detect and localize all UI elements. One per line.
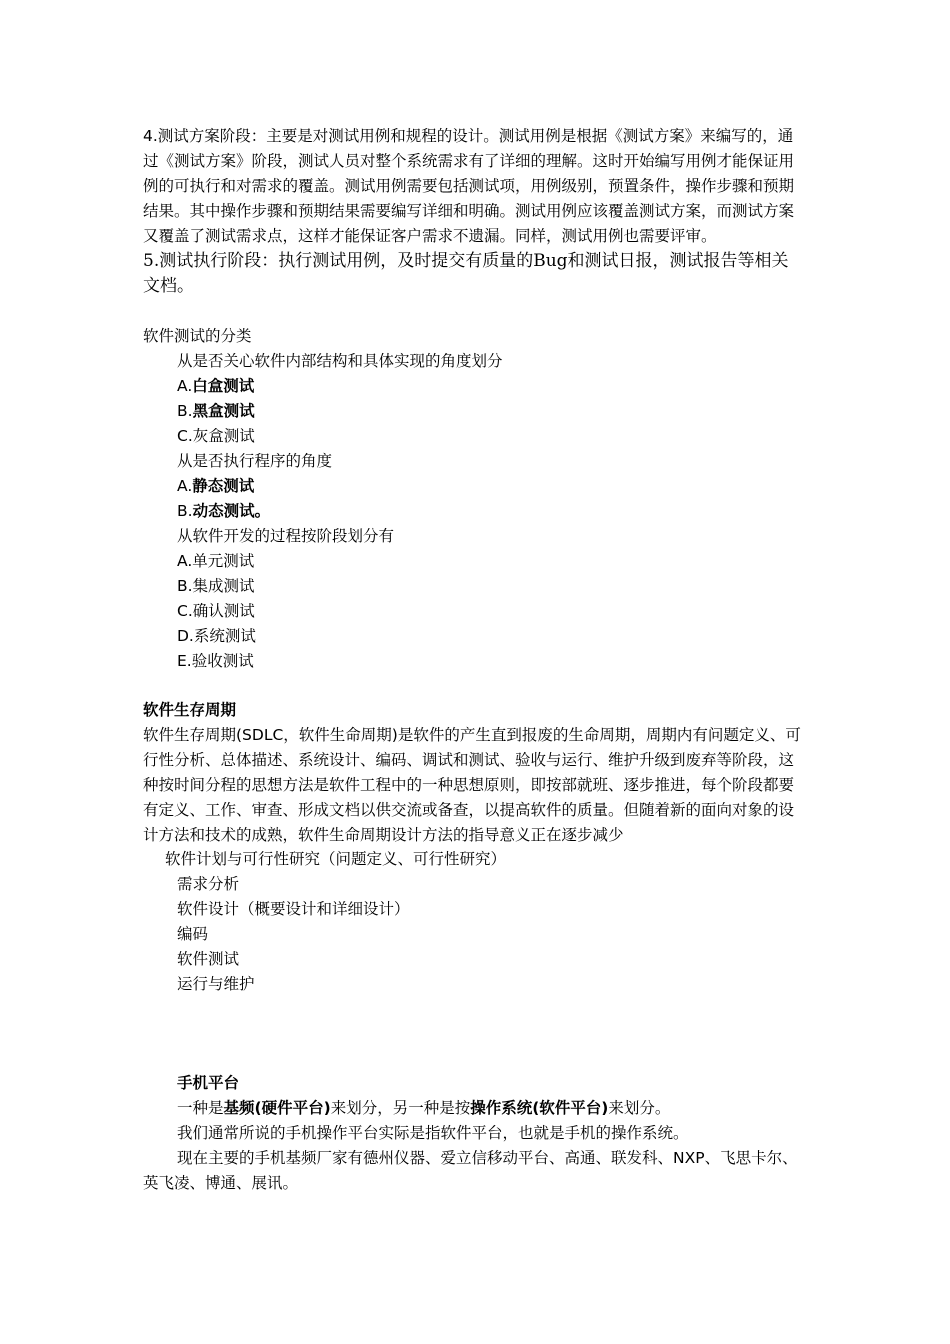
lifecycle-step-3: 软件设计（概要设计和详细设计） xyxy=(177,900,410,918)
lifecycle-step-4: 编码 xyxy=(177,925,209,943)
list-item-blackbox xyxy=(177,399,255,424)
text-run: 一种是 xyxy=(177,1099,224,1117)
list-item-integration: B.集成测试 xyxy=(177,577,255,595)
mobile-line-3: 现在主要的手机基频厂家有德州仪器、爱立信移动平台、高通、联发科、NXP、飞思卡尔、英飞凌、博通、展讯。 xyxy=(143,1149,798,1192)
lifecycle-paragraph: 软件生存周期(SDLC，软件生命周期)是软件的产生直到报废的生命周期，周期内有问题定义、可行性分析、总体描述、系统设计、编码、调试和测试、验收与运行、维护升级到废弃等阶段，这种按时间分程的思想方法是软件工程中的一种思想原则，即按部就班、逐步推进，每个阶段都要有定义、工作、审查、形成文档以供交流或备查，以提高软件的质量。但随着新的面向对象的设计方法和技术的成熟，软件生命周期设计方法的指导意义正在逐步减少 xyxy=(143,726,801,844)
text-run: 来划分。 xyxy=(608,1099,671,1117)
phase4-paragraph: 4.测试方案阶段：主要是对测试用例和规程的设计。测试用例是根据《测试方案》来编写的，通过《测试方案》阶段，测试人员对整个系统需求有了详细的理解。这时开始编写用例才能保证用例的可执行和对需求的覆盖。测试用例需要包括测试项，用例级别，预置条件，操作步骤和预期结果。其中操作步骤和预期结果需要编写详细和明确。测试用例应该覆盖测试方案，而测试方案又覆盖了测试需求点，这样才能保证客户需求不遗漏。同样，测试用例也需要评审。 xyxy=(143,127,795,245)
classification-group3-heading: 从软件开发的过程按阶段划分有 xyxy=(177,527,395,545)
classification-title: 软件测试的分类 xyxy=(143,327,252,345)
text-run-bold: 基频(硬件平台) xyxy=(223,1099,331,1117)
list-item-whitebox xyxy=(177,374,254,399)
list-prefix: A. xyxy=(177,477,193,495)
list-item-confirmation: C.确认测试 xyxy=(177,602,255,620)
list-item-system: D.系统测试 xyxy=(177,627,256,645)
list-item-dynamic xyxy=(177,499,270,524)
text-run-bold: 操作系统(软件平台) xyxy=(470,1099,609,1117)
mobile-line-1 xyxy=(177,1096,670,1121)
list-label: 白盒测试 xyxy=(192,377,255,395)
phase5-paragraph: 5.测试执行阶段：执行测试用例，及时提交有质量的Bug和测试日报，测试报告等相关文档。 xyxy=(143,251,789,296)
list-label: 静态测试 xyxy=(192,477,255,495)
mobile-line-2: 我们通常所说的手机操作平台实际是指软件平台，也就是手机的操作系统。 xyxy=(177,1124,689,1142)
list-item-graybox: C.灰盒测试 xyxy=(177,427,255,445)
list-label: 动态测试。 xyxy=(192,502,271,520)
list-item-acceptance: E.验收测试 xyxy=(177,652,254,670)
text-run: 来划分，另一种是按 xyxy=(330,1099,471,1117)
list-prefix: B. xyxy=(177,402,193,420)
lifecycle-step-2: 需求分析 xyxy=(177,875,240,893)
classification-group1-heading: 从是否关心软件内部结构和具体实现的角度划分 xyxy=(177,352,503,370)
list-prefix: B. xyxy=(177,502,193,520)
list-prefix: A. xyxy=(177,377,193,395)
list-label: 黑盒测试 xyxy=(192,402,255,420)
lifecycle-step-6: 运行与维护 xyxy=(177,975,255,993)
mobile-title: 手机平台 xyxy=(177,1074,240,1092)
list-item-static xyxy=(177,474,254,499)
list-item-unit: A.单元测试 xyxy=(177,552,255,570)
lifecycle-step-1: 软件计划与可行性研究（问题定义、可行性研究） xyxy=(165,850,507,868)
lifecycle-title: 软件生存周期 xyxy=(143,701,237,719)
lifecycle-step-5: 软件测试 xyxy=(177,950,240,968)
classification-group2-heading: 从是否执行程序的角度 xyxy=(177,452,333,470)
